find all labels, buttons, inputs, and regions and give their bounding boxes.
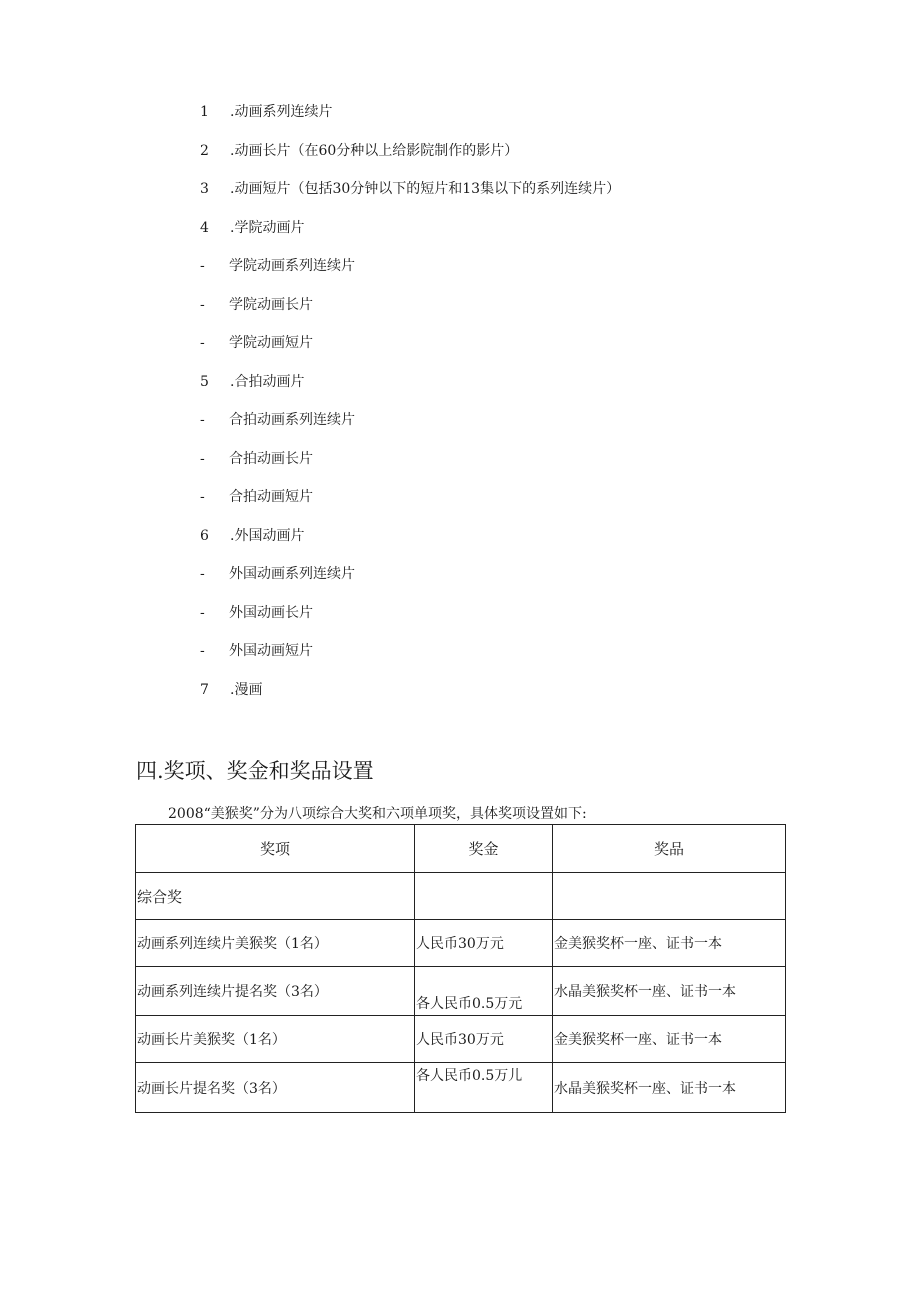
prize-money-cell: 人民币30万元 <box>415 920 553 967</box>
category-label: .动画长片（在60分种以上给影院制作的影片） <box>230 142 519 159</box>
group-label: 综合奖 <box>136 873 415 920</box>
section-intro: 2008“美猴奖”分为八项综合大奖和六项单项奖，具体奖项设置如下: <box>168 806 587 822</box>
category-item <box>200 218 304 238</box>
prize-money-cell: 人民币30万元 <box>415 1016 553 1063</box>
dash-marker: - <box>200 643 205 659</box>
dash-marker: - <box>200 450 205 467</box>
dash-marker: - <box>200 412 205 428</box>
prize-item-cell: 水晶美猴奖杯一座、证书一本 <box>553 967 786 1016</box>
prize-item-cell: 水晶美猴奖杯一座、证书一本 <box>553 1063 786 1113</box>
category-label: 合拍动画系列连续片 <box>229 412 355 428</box>
category-label: 合拍动画长片 <box>229 450 313 467</box>
header-award: 奖项 <box>136 825 415 873</box>
category-item <box>200 102 332 122</box>
dash-marker: - <box>200 258 205 274</box>
table-group-row <box>136 873 786 920</box>
category-number: 1 <box>200 104 209 120</box>
category-label: 外国动画短片 <box>229 643 313 659</box>
prize-item-cell: 金美猴奖杯一座、证书一本 <box>553 1016 786 1063</box>
table-row <box>136 967 786 1016</box>
sub-category-item <box>200 256 355 276</box>
category-item <box>200 680 262 700</box>
award-cell: 动画长片美猴奖（1名） <box>136 1016 415 1063</box>
category-label: .合拍动画片 <box>230 373 305 390</box>
category-number: 3 <box>200 181 209 197</box>
table-row <box>136 1016 786 1063</box>
prize-money-cell: 各人民币0.5万元 <box>415 967 553 1016</box>
category-item <box>200 179 620 199</box>
category-number: 6 <box>200 527 209 544</box>
award-table <box>135 824 786 1113</box>
dash-marker: - <box>200 335 205 351</box>
sub-category-item <box>200 564 355 584</box>
category-item <box>200 372 304 392</box>
table-row <box>136 920 786 967</box>
category-item <box>200 526 304 546</box>
sub-category-item <box>200 487 313 507</box>
award-cell: 动画系列连续片美猴奖（1名） <box>136 920 415 967</box>
category-item <box>200 141 518 161</box>
category-label: 学院动画长片 <box>229 296 313 313</box>
sub-category-item <box>200 295 313 315</box>
category-number: 4 <box>200 219 209 236</box>
group-empty-cell <box>553 873 786 920</box>
group-empty-cell <box>415 873 553 920</box>
sub-category-item <box>200 333 313 353</box>
award-cell: 动画长片提名奖（3名） <box>136 1063 415 1113</box>
category-number: 7 <box>200 681 209 698</box>
category-label: 外国动画系列连续片 <box>229 566 355 582</box>
category-label: 外国动画长片 <box>229 604 313 621</box>
category-number: 5 <box>200 373 209 390</box>
award-cell: 动画系列连续片提名奖（3名） <box>136 967 415 1016</box>
sub-category-item <box>200 603 313 623</box>
dash-marker: - <box>200 566 205 582</box>
category-number: 2 <box>200 142 209 159</box>
table-header-row <box>136 825 786 873</box>
category-label: .动画短片（包括30分钟以下的短片和13集以下的系列连续片） <box>230 181 621 197</box>
section-heading: 四.奖项、奖金和奖品设置 <box>136 759 374 783</box>
category-label: .漫画 <box>230 681 263 698</box>
category-label: 学院动画短片 <box>229 335 313 351</box>
table-row <box>136 1063 786 1113</box>
dash-marker: - <box>200 296 205 313</box>
prize-money-cell: 各人民币0.5万儿 <box>415 1063 553 1113</box>
prize-item-cell: 金美猴奖杯一座、证书一本 <box>553 920 786 967</box>
category-label: 学院动画系列连续片 <box>229 258 355 274</box>
sub-category-item <box>200 449 313 469</box>
dash-marker: - <box>200 604 205 621</box>
sub-category-item <box>200 641 313 661</box>
category-label: 合拍动画短片 <box>229 489 313 505</box>
header-prize-item: 奖品 <box>553 825 786 873</box>
category-label: .动画系列连续片 <box>230 104 333 120</box>
header-prize-money: 奖金 <box>415 825 553 873</box>
category-label: .外国动画片 <box>230 527 305 544</box>
category-label: .学院动画片 <box>230 219 305 236</box>
sub-category-item <box>200 410 355 430</box>
dash-marker: - <box>200 489 205 505</box>
